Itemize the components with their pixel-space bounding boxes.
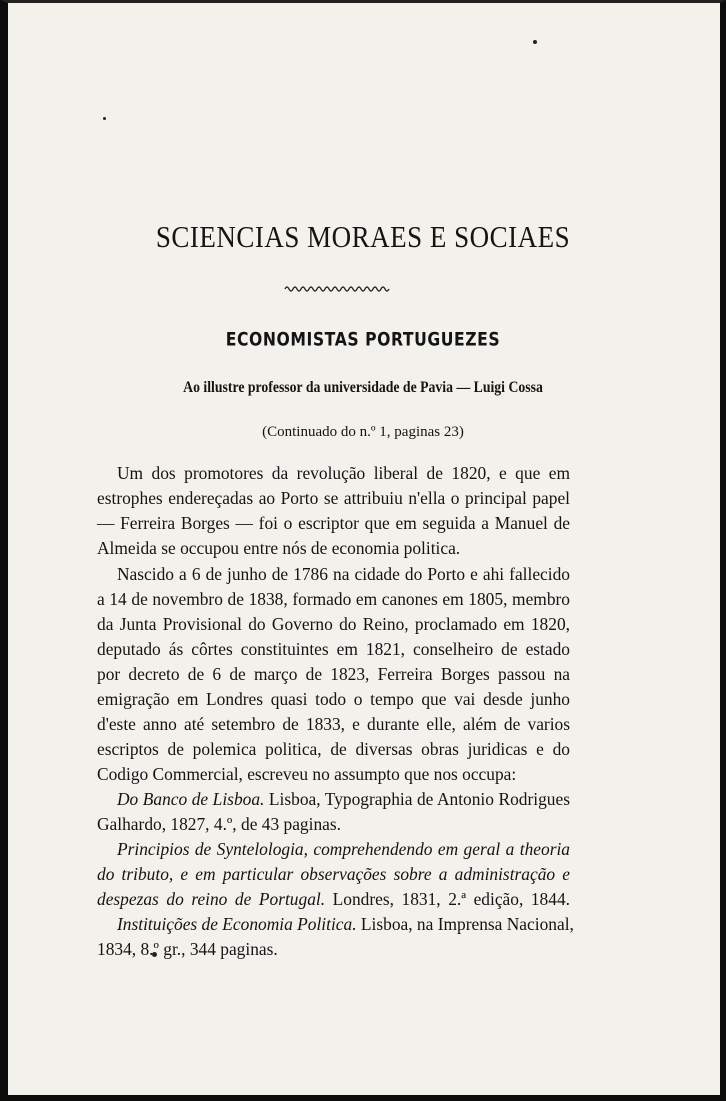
work-entry-line	[97, 889, 570, 909]
work-title: Instituições de Economia Politica.	[117, 914, 357, 934]
body-line: da Junta Provisional do Governo do Reino, proclamado em 1820,	[97, 614, 570, 634]
body-line: a 14 de novembro de 1838, formado em canones em 1805, membro	[97, 589, 570, 609]
work-title: Do Banco de Lisboa.	[117, 789, 265, 809]
body-line: d'este anno até setembro de 1833, e durante elle, além de varios	[97, 714, 570, 734]
body-line: — Ferreira Borges — foi o escriptor que em seguida a Manuel de	[97, 513, 570, 533]
section-title: SCIENCIAS MORAES E SOCIAES	[155, 220, 571, 254]
dedication: Ao illustre professor da universidade de Pavia — Luigi Cossa	[183, 379, 543, 396]
work-title: despezas do reino de Portugal.	[97, 889, 326, 909]
body-line: escriptos de polemica politica, de diversas obras juridicas e do	[97, 739, 570, 759]
work-title-line: do tributo, e em particular observações sobre a administração e	[97, 864, 570, 884]
body-line: estrophes endereçadas ao Porto se attribuiu n'ella o principal papel	[97, 488, 570, 508]
work-publication: Lisboa, na Imprensa Nacional,	[356, 914, 574, 934]
body-line: Almeida se occupou entre nós de economia politica.	[97, 538, 461, 558]
ink-speck	[533, 40, 537, 44]
body-line: Codigo Commercial, escreveu no assumpto que nos occupa:	[97, 764, 517, 784]
work-entry-line	[117, 789, 570, 809]
work-entry-line: Galhardo, 1827, 4.º, de 43 paginas.	[97, 814, 341, 834]
work-entry-line	[117, 914, 574, 934]
work-publication: Lisboa, Typographia de Antonio Rodrigues	[264, 789, 570, 809]
continuation-note: (Continuado do n.º 1, paginas 23)	[262, 424, 464, 440]
wavy-rule-ornament	[283, 283, 391, 293]
work-publication: Londres, 1831, 2.ª edição, 1844.	[325, 889, 570, 909]
ink-speck	[103, 117, 106, 120]
body-line: Um dos promotores da revolução liberal de 1820, e que em	[117, 463, 570, 483]
body-line: deputado ás côrtes constituintes em 1821, conselheiro de estado	[97, 639, 570, 659]
article-title: ECONOMISTAS PORTUGUEZES	[225, 329, 501, 351]
work-title-line: Principios de Syntelologia, comprehendendo em geral a theoria	[117, 839, 570, 859]
body-line: por decreto de 6 de março de 1823, Ferreira Borges passou na	[97, 664, 570, 684]
body-line: emigração em Londres quasi todo o tempo que vai desde junho	[97, 689, 570, 709]
work-entry-line: 1834, 8.º gr., 344 paginas.	[97, 939, 278, 959]
body-line: Nascido a 6 de junho de 1786 na cidade do Porto e ahi fallecido	[117, 564, 570, 584]
